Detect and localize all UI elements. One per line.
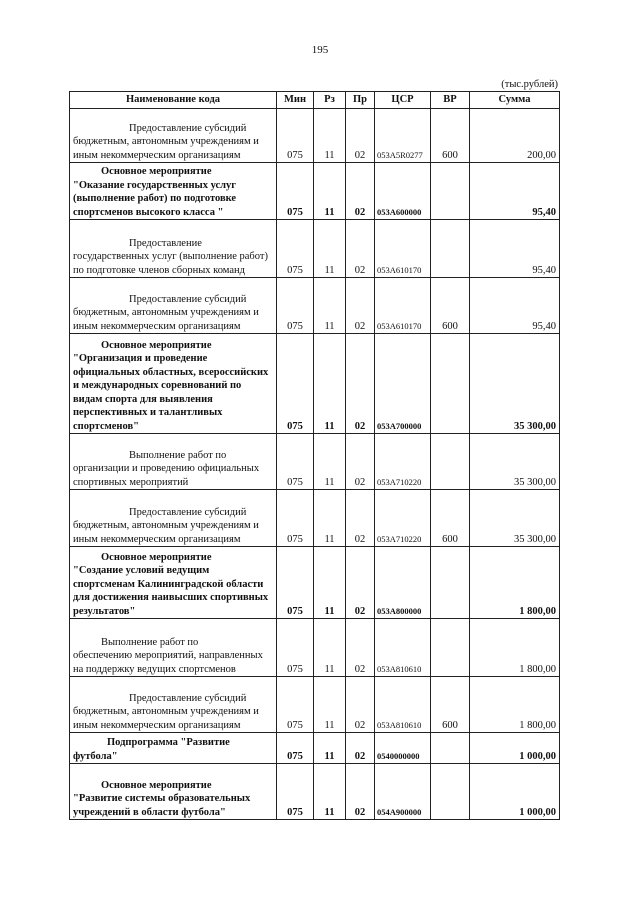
row-sum: 1 000,00 <box>470 764 560 820</box>
table-row <box>70 619 560 677</box>
row-csr: 053A710220 <box>375 490 431 547</box>
row-rz: 11 <box>314 109 346 163</box>
row-csr: 053A810610 <box>375 619 431 677</box>
row-min: 075 <box>277 677 314 733</box>
row-name: Основное мероприятие "Организация и проведение официальных областных, всероссийских и международных соревнований по видам спорта для выявления перспективных и талантливых спортсменов" <box>70 334 277 434</box>
row-name: Основное мероприятие "Оказание государственных услуг (выполнение работ) по подготовке спортсменов высокого класса " <box>70 163 277 220</box>
table-row <box>70 764 560 820</box>
row-csr: 053A710220 <box>375 434 431 490</box>
row-min: 075 <box>277 109 314 163</box>
row-vr <box>431 547 470 619</box>
row-csr: 0540000000 <box>375 733 431 764</box>
row-sum: 1 800,00 <box>470 677 560 733</box>
row-rz: 11 <box>314 547 346 619</box>
row-rz: 11 <box>314 220 346 278</box>
row-sum: 95,40 <box>470 163 560 220</box>
row-csr: 053A700000 <box>375 334 431 434</box>
row-vr: 600 <box>431 278 470 334</box>
row-vr <box>431 334 470 434</box>
row-vr: 600 <box>431 677 470 733</box>
row-sum: 1 800,00 <box>470 547 560 619</box>
row-pr: 02 <box>346 733 375 764</box>
row-pr: 02 <box>346 334 375 434</box>
row-vr <box>431 764 470 820</box>
page-number: 195 <box>311 44 329 56</box>
row-pr: 02 <box>346 764 375 820</box>
row-name: Предоставление государственных услуг (выполнение работ) по подготовке членов сборных команд <box>70 220 277 278</box>
row-name: Предоставление субсидий бюджетным, автономным учреждениям и иным некоммерческим организациям <box>70 490 277 547</box>
table-header-row <box>70 92 560 109</box>
table-row <box>70 220 560 278</box>
row-vr: 600 <box>431 109 470 163</box>
row-rz: 11 <box>314 434 346 490</box>
row-pr: 02 <box>346 163 375 220</box>
row-sum: 95,40 <box>470 220 560 278</box>
row-min: 075 <box>277 434 314 490</box>
row-min: 075 <box>277 764 314 820</box>
row-vr <box>431 163 470 220</box>
row-vr <box>431 434 470 490</box>
row-name: Предоставление субсидий бюджетным, автономным учреждениям и иным некоммерческим организациям <box>70 109 277 163</box>
row-pr: 02 <box>346 278 375 334</box>
row-rz: 11 <box>314 490 346 547</box>
row-name: Выполнение работ по организации и проведению официальных спортивных мероприятий <box>70 434 277 490</box>
row-rz: 11 <box>314 163 346 220</box>
row-rz: 11 <box>314 677 346 733</box>
row-sum: 35 300,00 <box>470 334 560 434</box>
table-row <box>70 733 560 764</box>
row-min: 075 <box>277 619 314 677</box>
table-row <box>70 163 560 220</box>
row-sum: 35 300,00 <box>470 434 560 490</box>
row-min: 075 <box>277 547 314 619</box>
row-vr <box>431 733 470 764</box>
table-row <box>70 677 560 733</box>
row-min: 075 <box>277 733 314 764</box>
row-vr <box>431 220 470 278</box>
header-min: Мин <box>277 92 314 109</box>
row-sum: 95,40 <box>470 278 560 334</box>
row-name: Основное мероприятие "Развитие системы образовательных учреждений в области футбола" <box>70 764 277 820</box>
row-rz: 11 <box>314 733 346 764</box>
table-row <box>70 434 560 490</box>
row-pr: 02 <box>346 677 375 733</box>
row-csr: 053A600000 <box>375 163 431 220</box>
row-name: Предоставление субсидий бюджетным, автономным учреждениям и иным некоммерческим организациям <box>70 278 277 334</box>
row-csr: 053A5R0277 <box>375 109 431 163</box>
row-pr: 02 <box>346 547 375 619</box>
row-sum: 200,00 <box>470 109 560 163</box>
row-csr: 053A610170 <box>375 220 431 278</box>
row-pr: 02 <box>346 220 375 278</box>
row-min: 075 <box>277 278 314 334</box>
row-rz: 11 <box>314 334 346 434</box>
header-pr: Пр <box>346 92 375 109</box>
row-csr: 053A810610 <box>375 677 431 733</box>
row-pr: 02 <box>346 619 375 677</box>
row-name: Предоставление субсидий бюджетным, автономным учреждениям и иным некоммерческим организациям <box>70 677 277 733</box>
header-rz: Рз <box>314 92 346 109</box>
row-min: 075 <box>277 220 314 278</box>
table-row <box>70 490 560 547</box>
row-pr: 02 <box>346 490 375 547</box>
row-rz: 11 <box>314 764 346 820</box>
row-name: Основное мероприятие "Создание условий ведущим спортсменам Калининградской области для достижения наивысших спортивных результатов" <box>70 547 277 619</box>
header-sum: Сумма <box>470 92 560 109</box>
row-csr: 054A900000 <box>375 764 431 820</box>
row-rz: 11 <box>314 619 346 677</box>
row-csr: 053A800000 <box>375 547 431 619</box>
row-sum: 35 300,00 <box>470 490 560 547</box>
units-label: (тыс.рублей) <box>501 79 558 90</box>
header-vr: ВР <box>431 92 470 109</box>
table-row <box>70 109 560 163</box>
row-vr <box>431 619 470 677</box>
header-name: Наименование кода <box>70 92 277 109</box>
header-csr: ЦСР <box>375 92 431 109</box>
table-row <box>70 334 560 434</box>
row-pr: 02 <box>346 434 375 490</box>
row-min: 075 <box>277 163 314 220</box>
row-vr: 600 <box>431 490 470 547</box>
budget-table <box>69 91 560 820</box>
row-min: 075 <box>277 334 314 434</box>
row-rz: 11 <box>314 278 346 334</box>
row-sum: 1 000,00 <box>470 733 560 764</box>
table-row <box>70 278 560 334</box>
row-pr: 02 <box>346 109 375 163</box>
row-min: 075 <box>277 490 314 547</box>
row-name: Выполнение работ по обеспечению мероприятий, направленных на поддержку ведущих спортсменов <box>70 619 277 677</box>
table-row <box>70 547 560 619</box>
row-csr: 053A610170 <box>375 278 431 334</box>
row-sum: 1 800,00 <box>470 619 560 677</box>
row-name: Подпрограмма "Развитие футбола" <box>70 733 277 764</box>
